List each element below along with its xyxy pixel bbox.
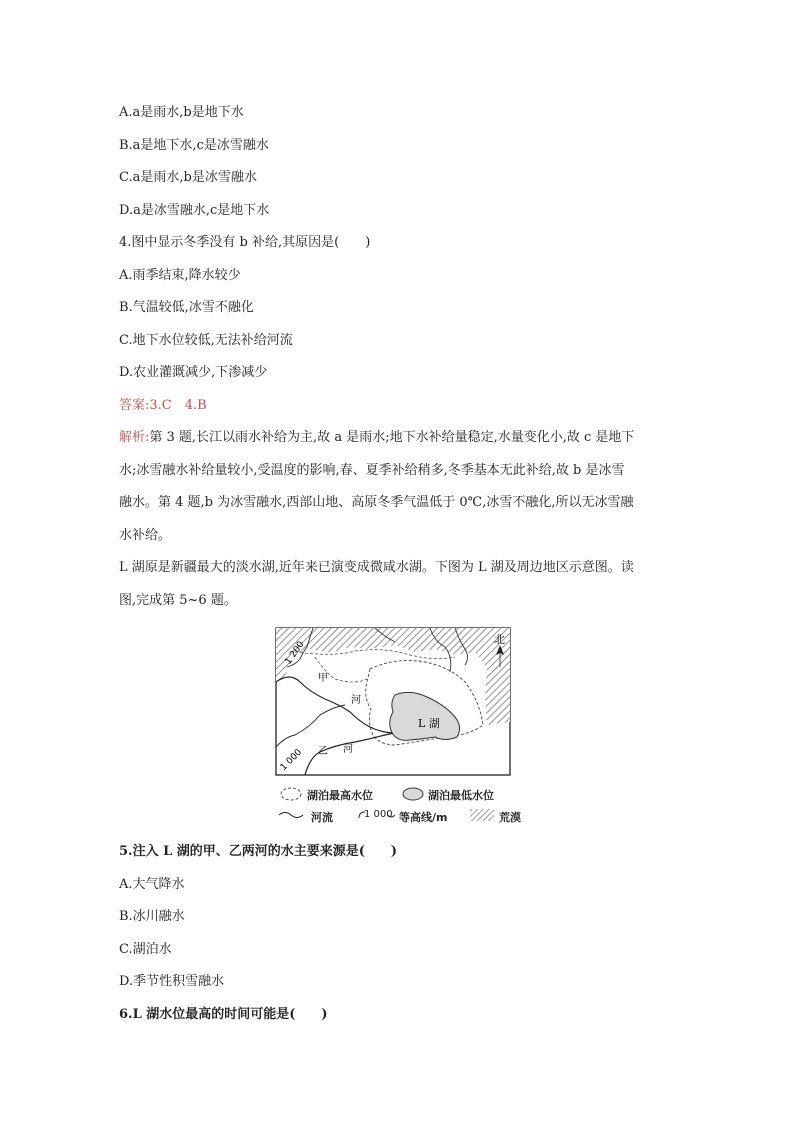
analysis-line-3: 融水。第 4 题,b 为冰雪融水,西部山地、高原冬季气温低于 0℃,冰雪不融化,所以无冰雪融	[119, 495, 634, 510]
q3-option-d: D.a是冰雪融水,c是地下水	[119, 203, 270, 218]
lake-map-figure	[275, 627, 511, 777]
q4-stem: 4.图中显示冬季没有 b 补给,其原因是( )	[119, 235, 371, 250]
q3-option-c: C.a是雨水,b是冰雪融水	[119, 170, 257, 185]
legend-highest-label: 湖泊最高水位	[307, 789, 373, 802]
q4-option-a: A.雨季结束,降水较少	[119, 268, 241, 283]
analysis-line-1	[119, 429, 634, 447]
legend-desert-symbol	[470, 809, 494, 821]
legend-river-symbol	[279, 813, 303, 818]
answer-line: 答案:3.C 4.B	[119, 398, 207, 413]
legend-highest-symbol	[281, 788, 301, 800]
q5-option-c: C.湖泊水	[119, 942, 172, 957]
intro-line-1: L 湖原是新疆最大的淡水湖,近年来已演变成微咸水湖。下图为 L 湖及周边地区示意图。读	[119, 560, 634, 575]
river-yi-label-2: 河	[343, 744, 353, 755]
contour-label-1200: 1 200	[283, 639, 307, 667]
q6-stem: 6.L 湖水位最高的时间可能是( )	[119, 1007, 328, 1022]
legend-river-label: 河流	[311, 811, 333, 824]
contour-label-1000: 1 000	[278, 747, 305, 773]
north-label: 北	[494, 633, 505, 646]
analysis-label: 解析:	[119, 430, 150, 445]
legend-lowest-symbol	[403, 788, 423, 800]
q3-option-a: A.a是雨水,b是地下水	[119, 105, 244, 120]
legend-contour-label: 等高线/m	[399, 811, 448, 824]
legend-desert-label: 荒漠	[499, 811, 521, 824]
lake-label: L 湖	[418, 717, 440, 730]
q5-stem: 5.注入 L 湖的甲、乙两河的水主要来源是( )	[119, 844, 398, 859]
legend-contour-sample: 1 000	[364, 809, 393, 820]
intro-line-2: 图,完成第 5~6 题。	[119, 593, 237, 608]
legend-lowest-label: 湖泊最低水位	[428, 789, 494, 802]
river-yi-label-1: 乙	[318, 746, 328, 757]
q5-option-a: A.大气降水	[119, 877, 185, 892]
q4-option-b: B.气温较低,冰雪不融化	[119, 300, 254, 315]
analysis-text-1: 第 3 题,长江以雨水补给为主,故 a 是雨水;地下水补给量稳定,水量变化小,故 c 是地下	[149, 430, 635, 445]
q4-option-c: C.地下水位较低,无法补给河流	[119, 333, 293, 348]
q5-option-d: D.季节性积雪融水	[119, 974, 225, 989]
q3-option-b: B.a是地下水,c是冰雪融水	[119, 138, 269, 153]
river-jia-label-1: 甲	[318, 673, 328, 684]
q4-option-d: D.农业灌溉减少,下渗减少	[119, 365, 268, 380]
map-legend	[275, 785, 535, 825]
river-jia-label-2: 河	[351, 695, 361, 706]
analysis-line-2: 水;冰雪融水补给量较小,受温度的影响,春、夏季补给稍多,冬季基本无此补给,故 b 是冰雪	[119, 463, 625, 478]
analysis-line-4: 水补给。	[119, 528, 172, 543]
q5-option-b: B.冰川融水	[119, 909, 185, 924]
